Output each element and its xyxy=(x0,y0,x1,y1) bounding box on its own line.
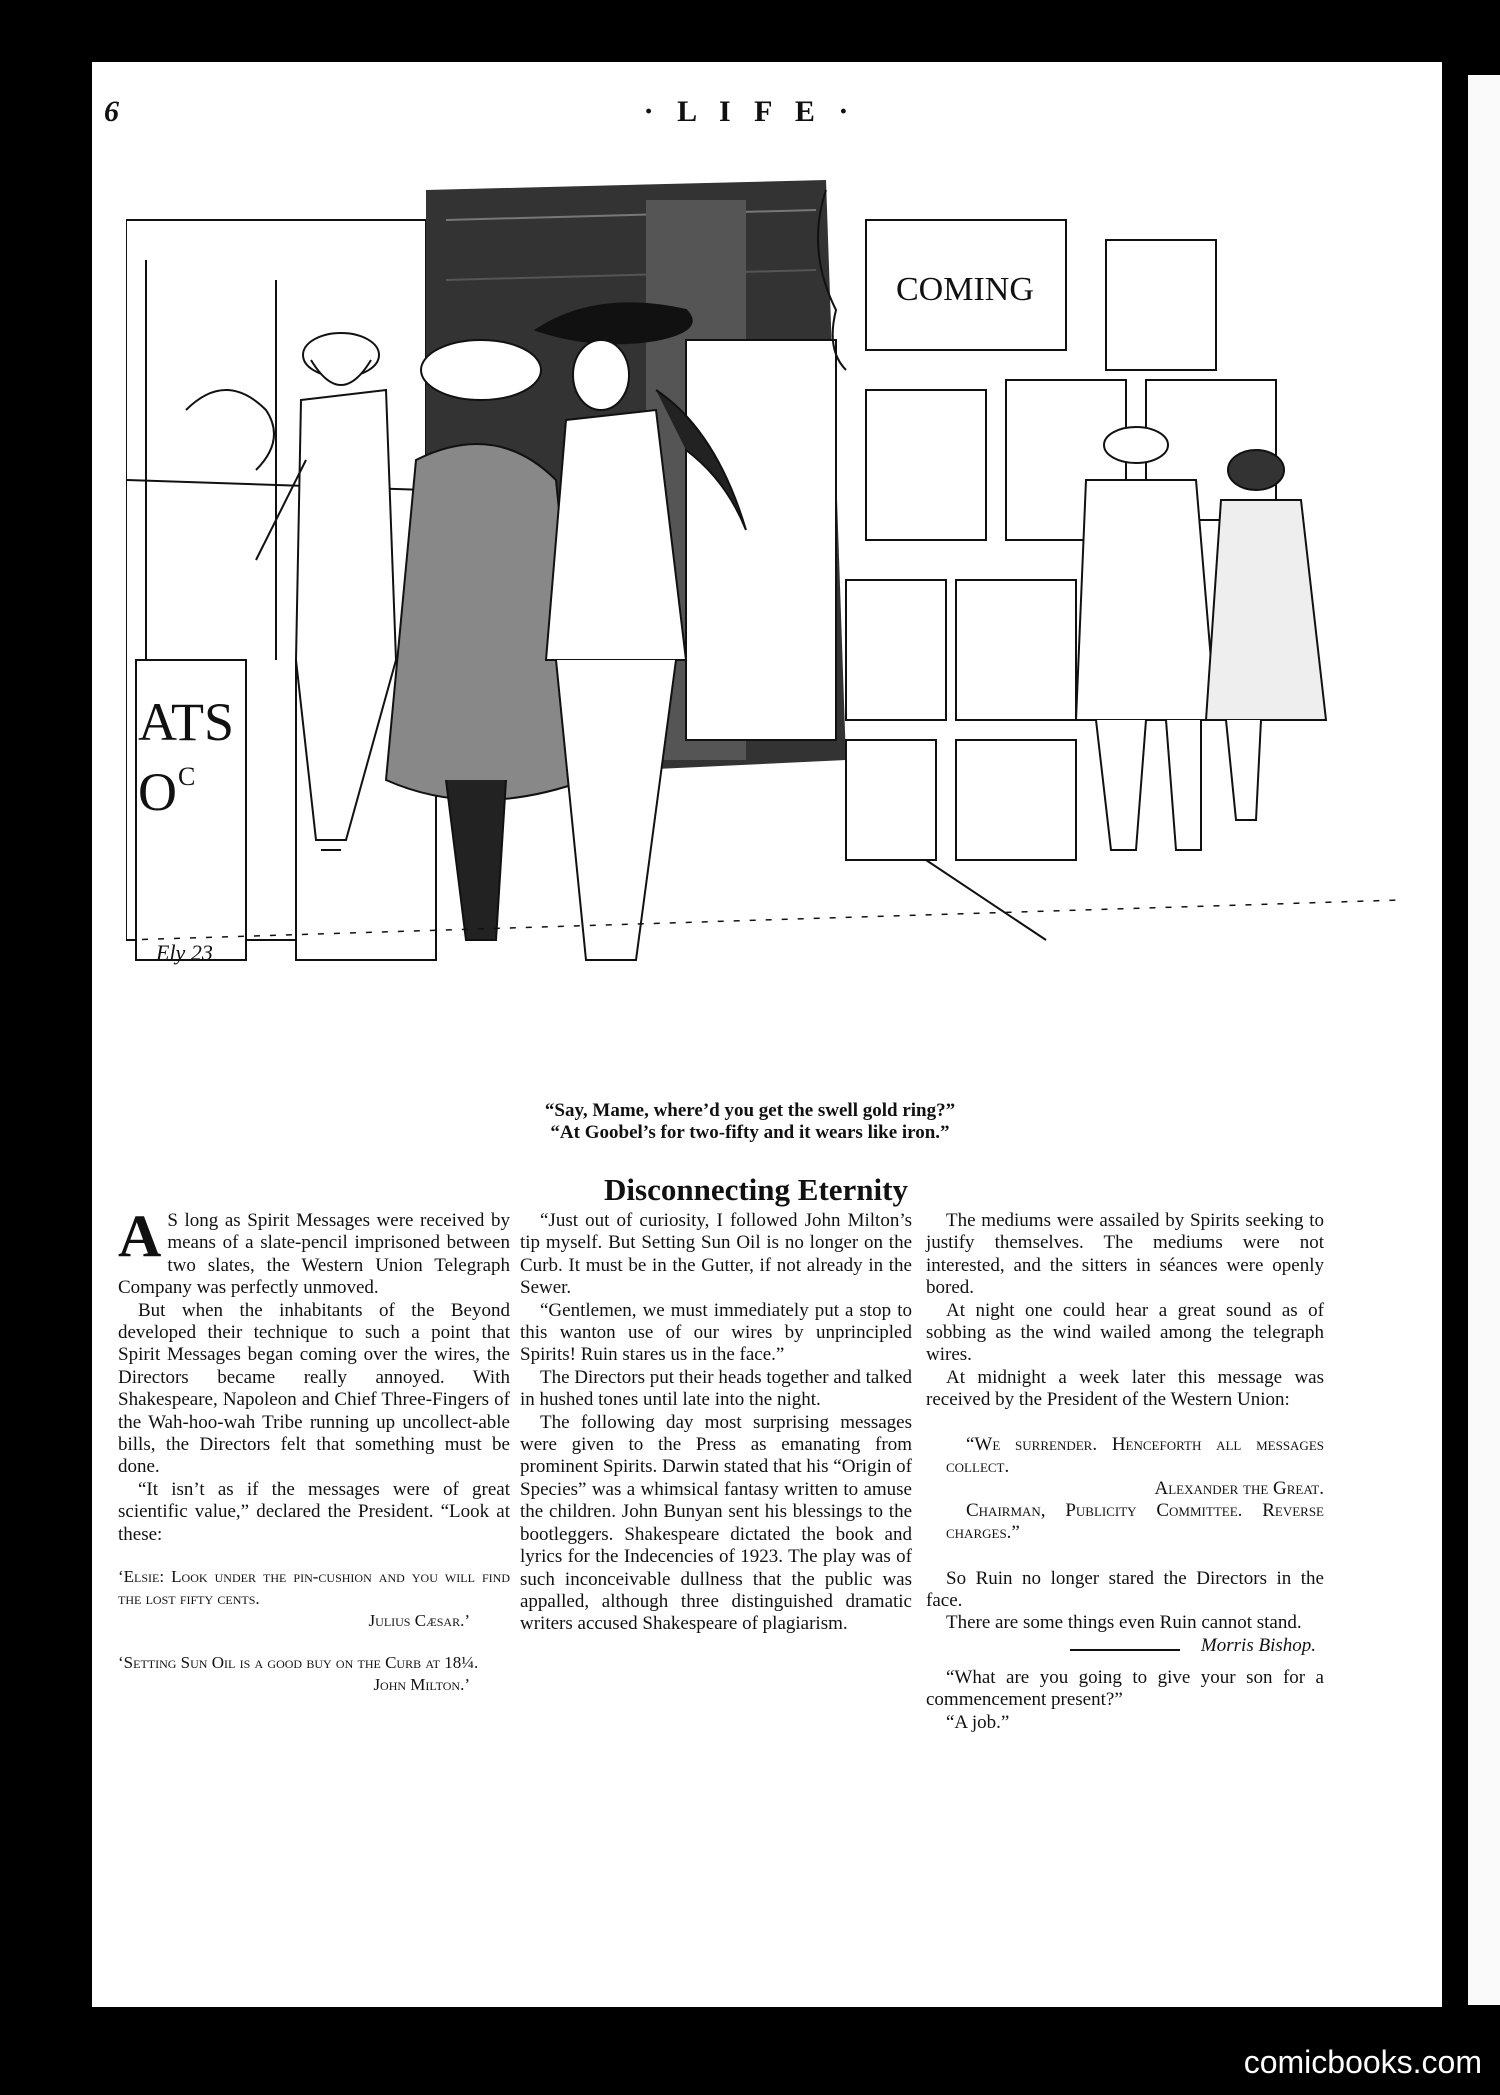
telegram-message: “We surrender. Henceforth all messages collect. Alexander the Great. Chairman, Publicity Committee. Reverse charges.” xyxy=(946,1433,1324,1543)
paragraph: “Just out of curiosity, I followed John Milton’s tip myself. But Setting Sun Oil is no longer on the Curb. It must be in the Gutter, if not already in the Sewer. xyxy=(520,1210,912,1299)
site-watermark: comicbooks.com xyxy=(1243,2044,1482,2080)
cartoon-illustration xyxy=(126,160,1401,1080)
woman-at-poster xyxy=(1206,450,1326,820)
article-title: Disconnecting Eternity xyxy=(604,1172,908,1207)
poster-text: COMING xyxy=(896,271,1034,308)
joke-line-2: “A job.” xyxy=(946,1711,1010,1733)
paragraph: “It isn’t as if the messages were of great scientific value,” declared the President. “Look at these: xyxy=(118,1478,510,1545)
paragraph: At night one could hear a great sound as of sobbing as the wind wailed among the telegraph wires. xyxy=(926,1299,1324,1366)
joke-line-1: “What are you going to give your son for a commencement present?” xyxy=(926,1666,1324,1711)
cartoon-caption xyxy=(0,1100,1500,1144)
article-column-3 xyxy=(926,1210,1324,1734)
artist-signature: Ely 23 xyxy=(156,940,213,965)
paragraph: The mediums were assailed by Spirits seeking to justify themselves. The mediums were not interested, and the sitters in séances were openly bored. xyxy=(926,1210,1324,1299)
paragraph: The following day most surprising messages were given to the Press as emanating from prominent Spirits. Darwin stated that his “Origin of Species” was a whimsical fantasy written to amuse the children. John Bunyan sent his blessings to the bootleggers. Shakespeare dictated the book and lyrics for the Indecencies of 1923. The play was of such inconceivable dullness that the public was appalled, although three distinguished dramatic writers accused Shakespeare of plagiarism. xyxy=(520,1411,912,1635)
caption-line-2: “At Goobel’s for two-fifty and it wears like iron.” xyxy=(550,1122,950,1143)
shop-sign-text-3: C xyxy=(178,762,196,791)
author-byline: Morris Bishop. xyxy=(1200,1634,1316,1656)
divider-rule xyxy=(1070,1649,1180,1651)
shop-sign-text-2: O xyxy=(138,762,177,822)
paragraph: The Directors put their heads together and talked in hushed tones until late into the night. xyxy=(520,1366,912,1411)
paragraph: At midnight a week later this message was received by the President of the Western Union: xyxy=(926,1366,1324,1411)
caption-line-1: “Say, Mame, where’d you get the swell gold ring?” xyxy=(544,1100,956,1121)
article-column-1 xyxy=(118,1203,510,1696)
article-column-2 xyxy=(520,1210,912,1636)
paragraph: So Ruin no longer stared the Directors in the face. xyxy=(926,1567,1324,1612)
shop-sign-text-1: ATS xyxy=(138,692,235,752)
spirit-message-1: ‘Elsie: Look under the pin-cushion and you will find the lost fifty cents. Julius Cæsar.’ xyxy=(118,1567,510,1631)
paragraph: There are some things even Ruin cannot stand. Morris Bishop. xyxy=(926,1612,1324,1634)
running-title: · L I F E · xyxy=(643,95,857,128)
spirit-message-2: ‘Setting Sun Oil is a good buy on the Curb at 18¼. John Milton.’ xyxy=(118,1653,479,1695)
drop-cap: A xyxy=(118,1203,162,1269)
man-in-trench-coat xyxy=(1076,427,1216,850)
paragraph: “Gentlemen, we must immediately put a stop to this wanton use of our wires by unprincipled Spirits! Ruin stares us in the face.” xyxy=(520,1299,912,1366)
paragraph: But when the inhabitants of the Beyond developed their technique to such a point that Spirit Messages began coming over the wires, the Directors became really annoyed. With Shakespeare, Napoleon and Chief Three-Fingers of the Wah-hoo-wah Tribe running up uncollect-able bills, the Directors felt that something must be done. xyxy=(118,1299,510,1478)
page-number: 6 xyxy=(104,95,119,128)
next-page-edge xyxy=(1468,75,1500,2005)
poster-wall xyxy=(818,190,1276,860)
paragraph: A S long as Spirit Messages were received by means of a slate-pencil imprisoned between two slates, the Western Union Telegraph Company was perfectly unmoved. xyxy=(118,1203,510,1299)
